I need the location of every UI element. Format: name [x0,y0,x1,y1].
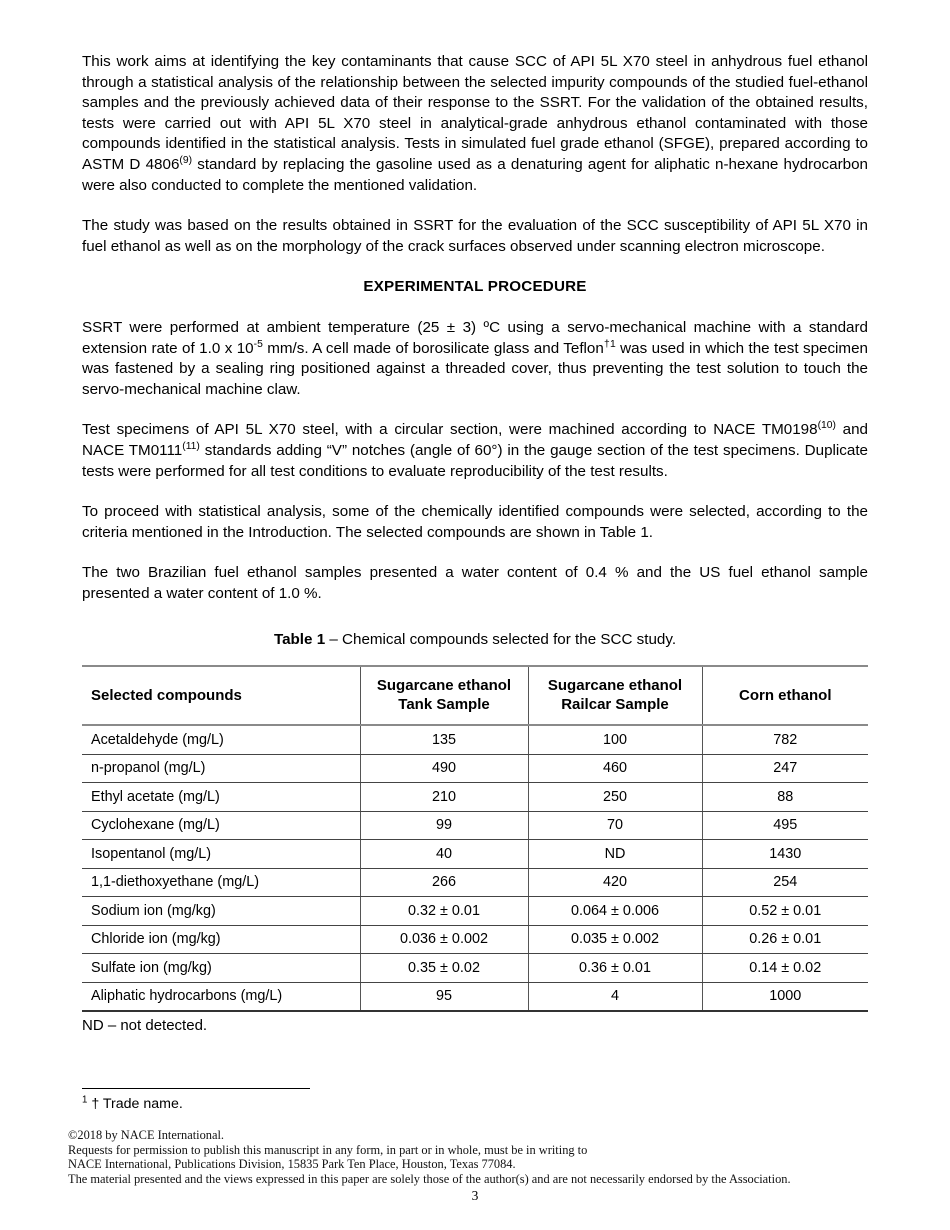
paragraph-text-cont: mm/s. A cell made of borosilicate glass and Teflon [262,339,604,357]
table-caption-label: Table 1 [273,631,326,649]
paragraph-text-cont2: standards adding “V” notches (angle of 60°) in the gauge section of the test specimens. Duplicate tests were performed for all test conditions to evaluate reproducibility of the test results. [82,441,868,480]
paragraph-test-specimens [82,420,868,482]
cell-compound: Sulfate ion (mg/kg) [82,954,360,983]
cell-tank: 0.036 ± 0.002 [360,925,528,954]
table-header-row [82,666,868,725]
table-row [82,868,868,897]
copyright-line-1: ©2018 by NACE International. [68,1128,225,1142]
column-header-line1: Sugarcane ethanol [547,677,683,695]
paragraph-text-cont: standard by replacing the gasoline used as a denaturing agent for aliphatic n-hexane hydrocarbon were also conducted to complete the mentioned validation. [82,155,868,194]
exponent-minus-five: -5 [253,338,263,350]
citation-reference-9: (9) [179,154,193,166]
section-heading-experimental-procedure: EXPERIMENTAL PROCEDURE [363,278,587,296]
table-row [82,754,868,783]
table-row [82,982,868,1011]
footnote-number: 1 [82,1094,88,1106]
paragraph-text: This work aims at identifying the key contaminants that cause SCC of API 5L X70 steel in anhydrous fuel ethanol through a statistical analysis of the relationship between the selected impurity compounds of the studied fuel-ethanol samples and the previously achieved data of their response to the SSRT. For the validation of the obtained results, tests were carried out with API 5L X70 steel in analytical-grade anhydrous ethanol contaminated with those compounds identified in the statistical analysis. Tests in simulated fuel grade ethanol (SFGE), prepared according to ASTM D 4806 [82,53,868,173]
paragraph-study-basis: The study was based on the results obtained in SSRT for the evaluation of the SCC susceptibility of API 5L X70 in fuel ethanol as well as on the morphology of the crack surfaces observed under scanning electron microscope. [82,217,868,255]
cell-tank: 95 [360,982,528,1011]
copyright-line-2: Requests for permission to publish this manuscript in any form, in part or in whole, must be in writing to [68,1142,588,1157]
cell-tank: 266 [360,868,528,897]
page-content [82,52,868,1036]
cell-railcar: 0.035 ± 0.002 [528,925,702,954]
table-row [82,897,868,926]
cell-railcar: ND [528,840,702,869]
cell-corn: 782 [702,725,868,754]
cell-tank: 490 [360,754,528,783]
cell-railcar: 4 [528,982,702,1011]
cell-corn: 1430 [702,840,868,869]
table-header [82,666,868,725]
cell-compound: Ethyl acetate (mg/L) [82,783,360,812]
column-header-tank-sample [360,666,528,725]
cell-tank: 40 [360,840,528,869]
paragraph-text-cont: and NACE TM0111 [82,421,868,459]
cell-compound: Aliphatic hydrocarbons (mg/L) [82,982,360,1011]
table-row [82,783,868,812]
cell-compound: n-propanol (mg/L) [82,754,360,783]
cell-corn: 1000 [702,982,868,1011]
cell-railcar: 420 [528,868,702,897]
footnote-marker-trade-name: †1 [603,338,616,350]
paragraph-text-cont2: was used in which the test specimen was fastened by a sealing ring positioned against a threaded cover, thus preventing the test solution to touch the servo-mechanical machine claw. [82,339,868,398]
table-caption-text: – Chemical compounds selected for the SCC study. [325,631,677,649]
cell-corn: 254 [702,868,868,897]
table-row [82,811,868,840]
cell-tank: 135 [360,725,528,754]
cell-compound: Cyclohexane (mg/L) [82,811,360,840]
column-header-line2: Railcar Sample [561,696,669,714]
cell-compound: Sodium ion (mg/kg) [82,897,360,926]
cell-compound: Acetaldehyde (mg/L) [82,725,360,754]
table-row [82,725,868,754]
paragraph-intro-aims [82,52,868,196]
cell-compound: 1,1-diethoxyethane (mg/L) [82,868,360,897]
column-header-line2: Tank Sample [398,696,490,714]
cell-railcar: 250 [528,783,702,812]
citation-reference-11: (11) [182,440,200,452]
cell-tank: 99 [360,811,528,840]
footnote-text: † Trade name. [87,1096,183,1112]
footnote-trade-name [82,1095,868,1113]
footnote-separator-rule [82,1088,310,1089]
cell-corn: 88 [702,783,868,812]
cell-corn: 0.26 ± 0.01 [702,925,868,954]
cell-railcar: 0.064 ± 0.006 [528,897,702,926]
cell-railcar: 460 [528,754,702,783]
cell-railcar: 0.36 ± 0.01 [528,954,702,983]
paragraph-text: Test specimens of API 5L X70 steel, with a circular section, were machined according to NACE TM0198 [82,421,818,439]
table-body [82,725,868,1011]
paragraph-water-content: The two Brazilian fuel ethanol samples presented a water content of 0.4 % and the US fuel ethanol sample presented a water content of 1.0 %. [82,564,868,602]
column-header-line1: Selected compounds [91,686,242,704]
cell-tank: 210 [360,783,528,812]
paragraph-statistical-analysis: To proceed with statistical analysis, some of the chemically identified compounds were selected, according to the criteria mentioned in the Introduction. The selected compounds are shown in Table 1. [82,503,868,541]
cell-corn: 495 [702,811,868,840]
cell-railcar: 70 [528,811,702,840]
table-note-nd: ND – not detected. [82,1017,208,1035]
cell-tank: 0.35 ± 0.02 [360,954,528,983]
cell-corn: 0.14 ± 0.02 [702,954,868,983]
cell-tank: 0.32 ± 0.01 [360,897,528,926]
table-row [82,925,868,954]
paragraph-ssrt-conditions [82,318,868,400]
cell-compound: Isopentanol (mg/L) [82,840,360,869]
footnote-area [82,1088,868,1113]
cell-compound: Chloride ion (mg/kg) [82,925,360,954]
cell-railcar: 100 [528,725,702,754]
copyright-line-3: NACE International, Publications Division, 15835 Park Ten Place, Houston, Texas 77084. [68,1157,516,1172]
cell-corn: 0.52 ± 0.01 [702,897,868,926]
column-header-compounds [82,666,360,725]
column-header-corn-ethanol [702,666,868,725]
table-row [82,954,868,983]
column-header-line1: Sugarcane ethanol [376,677,512,695]
cell-corn: 247 [702,754,868,783]
copyright-block [68,1128,888,1186]
citation-reference-10: (10) [817,420,836,432]
column-header-line1: Corn ethanol [739,686,832,704]
copyright-line-4: The material presented and the views expressed in this paper are solely those of the author(s) and are not necessarily endorsed by the Association. [68,1171,791,1186]
paragraph-text: SSRT were performed at ambient temperature (25 ± 3) ºC using a servo-mechanical machine with a standard extension rate of 1.0 x 10 [82,318,868,357]
column-header-railcar-sample [528,666,702,725]
page-number: 3 [471,1188,479,1203]
table-row [82,840,868,869]
chemical-compounds-table [82,665,868,1012]
table-caption [82,630,868,651]
